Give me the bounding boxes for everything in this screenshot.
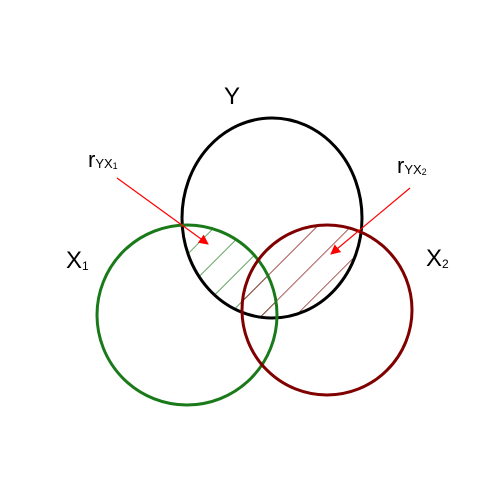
label-x1 xyxy=(66,247,89,274)
label-x1-base: X xyxy=(66,247,83,274)
arrow-r-yx1 xyxy=(117,178,208,244)
label-r-yx1 xyxy=(88,147,118,172)
label-y: Y xyxy=(224,83,241,110)
label-r-yx1-base: r xyxy=(88,147,96,172)
label-x2-subscript: 2 xyxy=(442,257,449,271)
label-r-yx1-index: 1 xyxy=(112,161,118,171)
label-x1-subscript: 1 xyxy=(82,259,89,273)
arrow-r-yx2 xyxy=(331,188,410,254)
label-x2 xyxy=(426,245,449,272)
label-r-yx2-index: 2 xyxy=(421,167,427,177)
label-r-yx2 xyxy=(397,153,427,178)
label-r-yx1-letters: YX xyxy=(95,156,113,171)
label-x2-base: X xyxy=(426,245,443,272)
label-r-yx2-letters: YX xyxy=(404,162,422,177)
label-r-yx2-base: r xyxy=(397,153,405,178)
